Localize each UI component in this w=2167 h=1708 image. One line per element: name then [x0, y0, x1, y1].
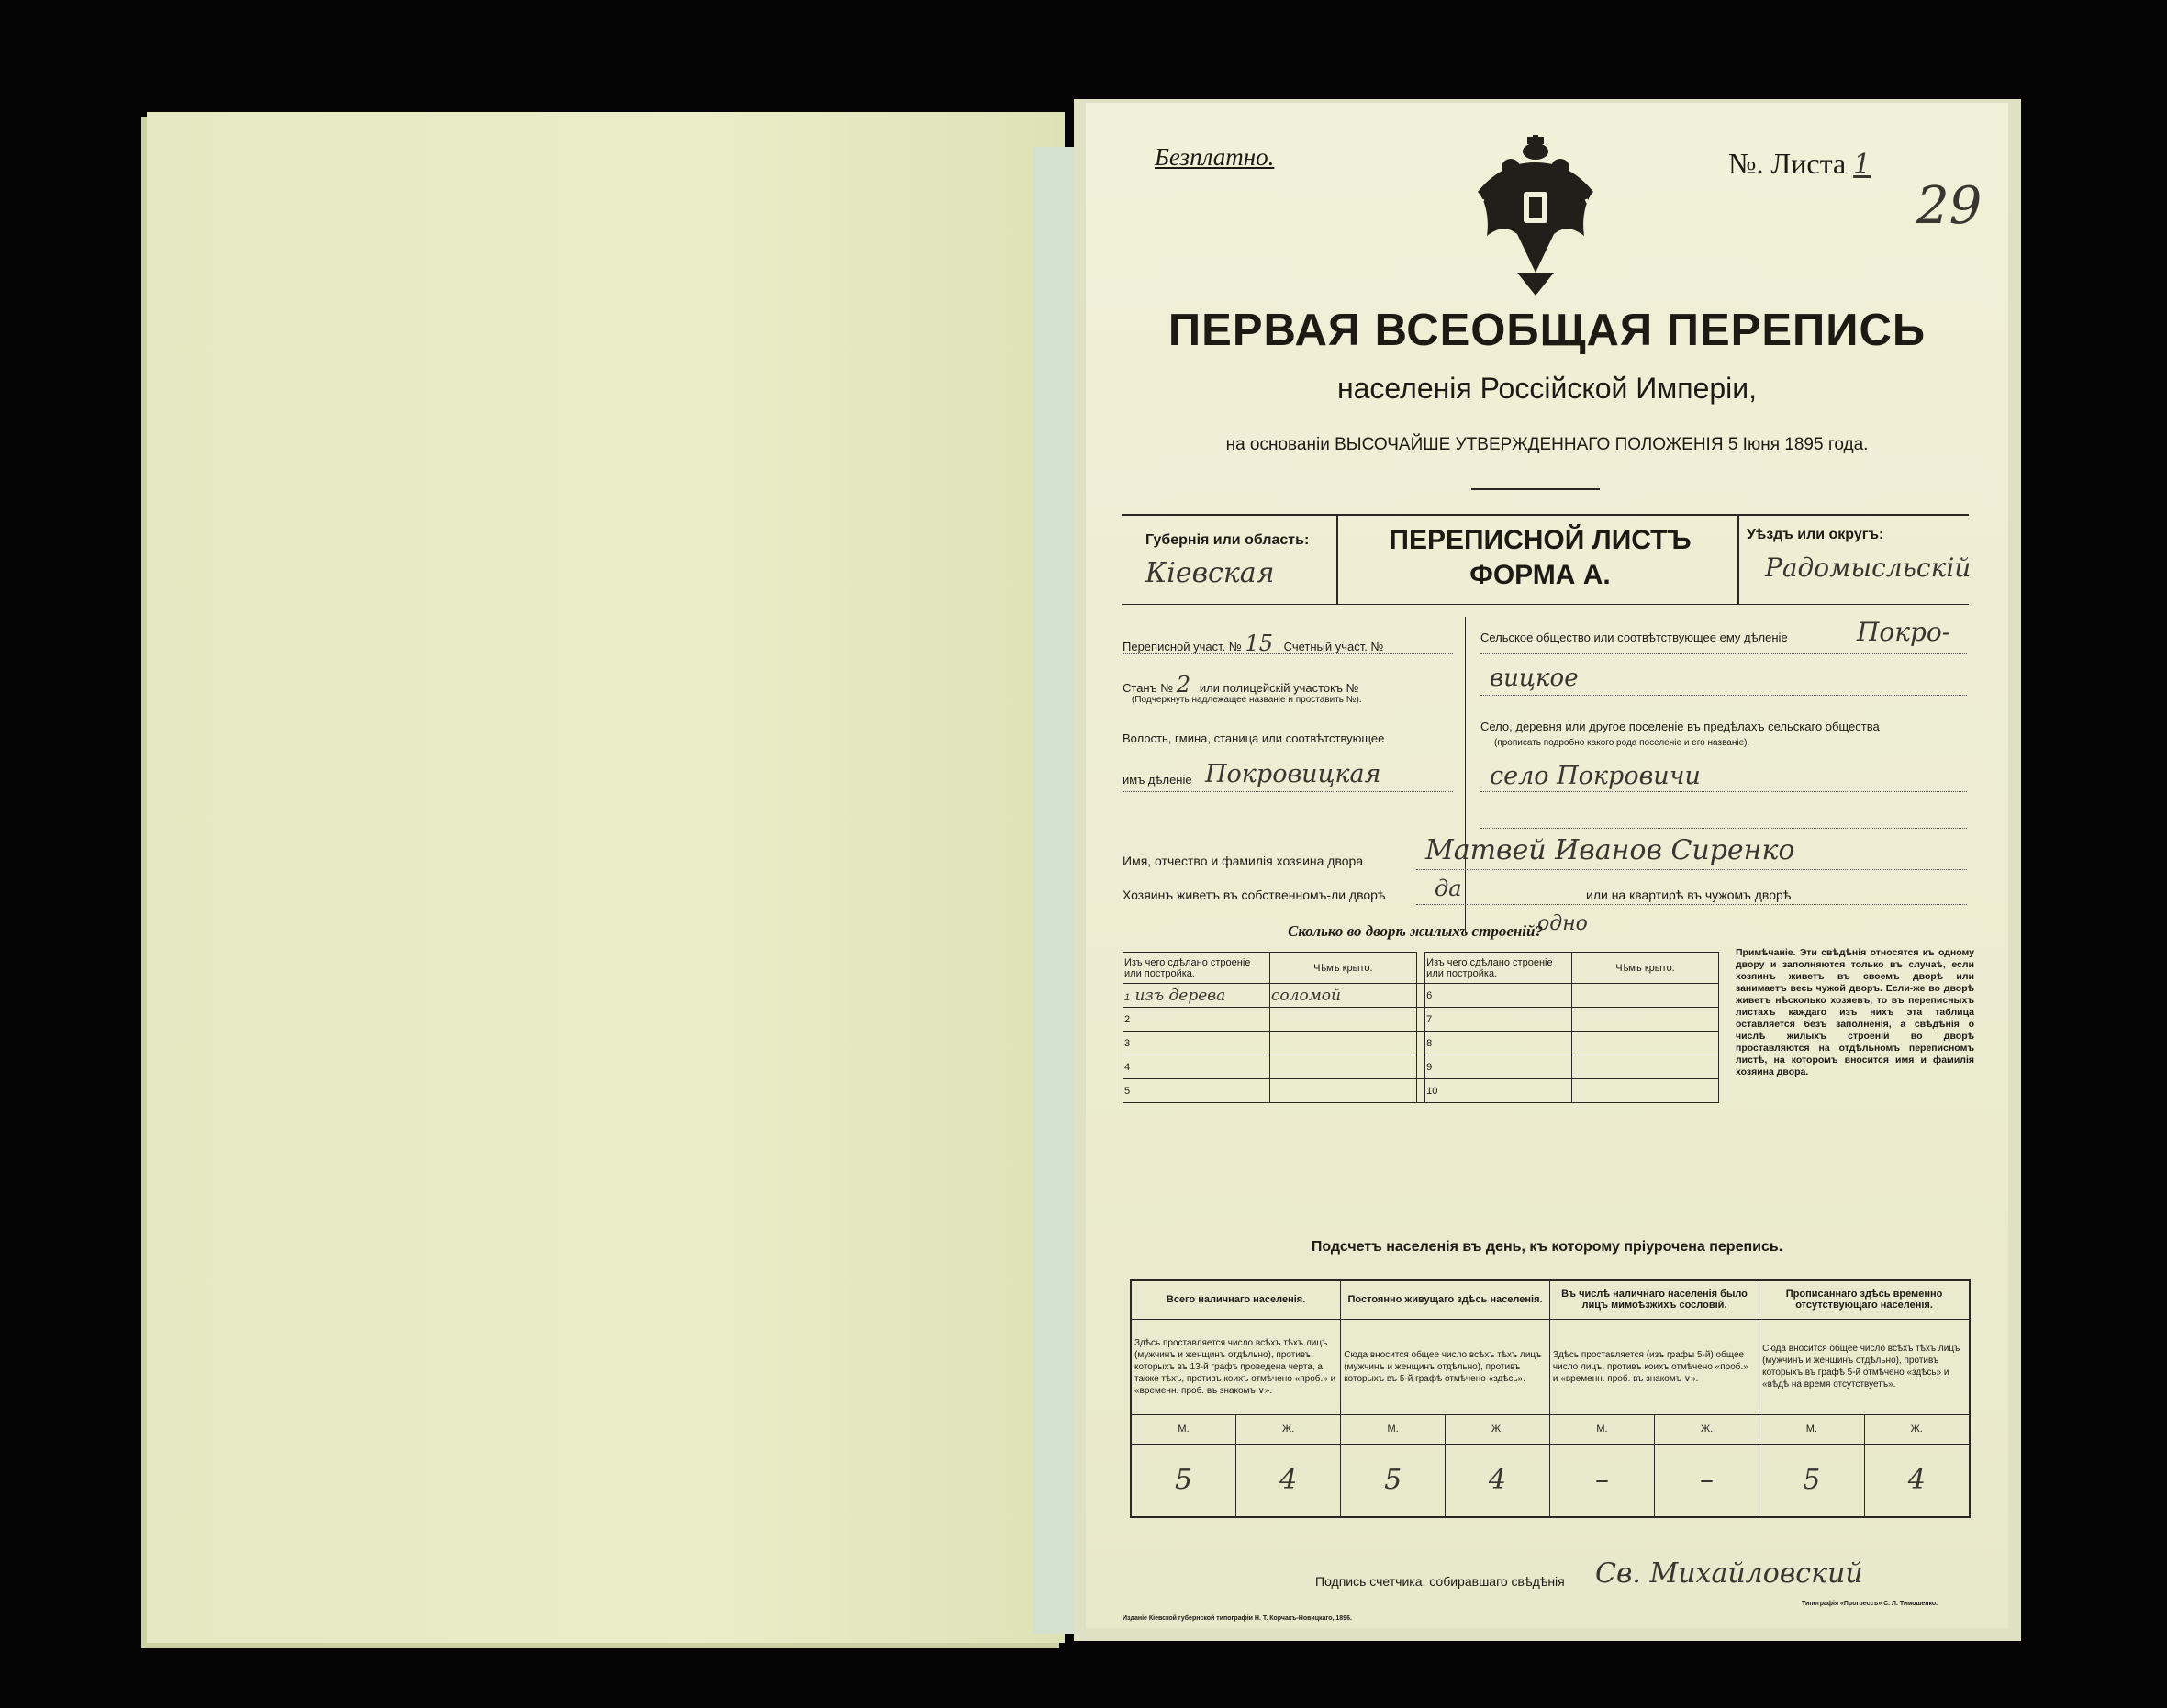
archive-number: 29: [1916, 176, 1983, 236]
police-note: (Подчеркнуть надлежащее названіе и проставить №).: [1132, 695, 1362, 705]
census-section-label: Переписной участ. №: [1123, 640, 1242, 653]
col-roof-right: Чѣмъ крыто.: [1572, 953, 1719, 984]
count-cell: –: [1655, 1444, 1759, 1517]
volost-label-1: Волость, гмина, станица или соотвѣтствующее: [1123, 731, 1385, 745]
village-value: село Покровичи: [1490, 762, 1701, 790]
owner-label: Имя, отчество и фамилія хозяина двора: [1123, 854, 1364, 868]
own-yard-label: Хозяинъ живетъ въ собственномъ-ли дворѣ: [1123, 887, 1386, 902]
count-cell: –: [1549, 1444, 1654, 1517]
sheet-title: ПЕРЕПИСНОЙ ЛИСТЪ: [1389, 525, 1692, 555]
col-permanent: Постоянно живущаго здѣсь населенія.: [1341, 1280, 1550, 1319]
volost-label-2: имъ дѣленіе: [1123, 773, 1192, 787]
counting-section-label: Счетный участ. №: [1283, 640, 1384, 653]
col-total-present: Всего наличнаго населенія.: [1131, 1280, 1341, 1319]
female-header: Ж.: [1655, 1414, 1759, 1444]
owner-value: Матвей Иванов Сиренко: [1425, 834, 1795, 866]
col-roof-left: Чѣмъ крыто.: [1269, 953, 1416, 984]
female-header: Ж.: [1236, 1414, 1341, 1444]
district-label: Уѣздъ или округъ:: [1747, 527, 1884, 542]
desc-permanent: Сюда вносится общее число всѣхъ тѣхъ лицъ (мужчинъ и женщинъ отдѣльно), противъ которыхъ въ 5-й графѣ отмѣчено «здѣсь».: [1341, 1319, 1550, 1414]
province-value: Кіевская: [1145, 557, 1275, 589]
col-material-left: Изъ чего сдѣлано строеніе или постройка.: [1123, 953, 1270, 984]
other-yard-label: или на квартирѣ въ чужомъ дворѣ: [1586, 887, 1792, 902]
form-name: ФОРМА А.: [1469, 560, 1611, 590]
table-row: 2 7: [1123, 1008, 1719, 1032]
village-note: (прописать подробно какого рода поселеніе и его названіе).: [1494, 738, 1750, 748]
district-value: Радомысльскій: [1765, 553, 1972, 583]
buildings-label: Сколько во дворѣ жилыхъ строеній?: [1288, 922, 1543, 940]
desc-absent: Сюда вносится общее число всѣхъ тѣхъ лицъ (мужчинъ и женщинъ отдѣльно), противъ которыхъ въ графѣ 5-й отмѣчено «здѣсь» и «вѣдѣ на время отсутствуетъ».: [1759, 1319, 1970, 1414]
table-row: 1 изъ дерева соломой 6: [1123, 984, 1719, 1008]
camp-value: 2: [1176, 672, 1191, 698]
population-table: [1130, 1279, 1971, 1518]
sheet-number-value: 1: [1853, 149, 1871, 181]
male-header: М.: [1549, 1414, 1654, 1444]
printer-credit: Изданіе Кіевской губернской типографіи Н. Т. Корчакъ-Новицкаго, 1896.: [1123, 1615, 1352, 1622]
police-label: или полицейскій участокъ №: [1199, 681, 1359, 695]
table-row: 3 8: [1123, 1032, 1719, 1055]
volost-value: Покровицкая: [1205, 760, 1381, 788]
count-cell: 5: [1759, 1444, 1864, 1517]
material-value: изъ дерева: [1134, 986, 1226, 1005]
society-label: Сельское общество или соотвѣтствующее ему дѣленіе: [1480, 631, 1788, 644]
buildings-table: [1123, 952, 1719, 1103]
count-cell: 5: [1131, 1444, 1236, 1517]
count-cell: 4: [1446, 1444, 1550, 1517]
male-header: М.: [1131, 1414, 1236, 1444]
subtitle: населенія Россійской Имперіи,: [1336, 372, 1758, 405]
table-note: Примѣчаніе. Эти свѣдѣнія относятся къ одному двору и заполняются только въ случаѣ, если хозяинъ живетъ въ своемъ дворѣ или занимаетъ весь чужой дворъ. Если-же во дворѣ живетъ нѣсколько хозяевъ, то въ переписныхъ листахъ каждаго изъ нихъ эта таблица оставляется безъ заполненія, а свѣдѣнія о числѣ жилыхъ строеній во дворѣ проставляются на отдѣльномъ переписномъ листѣ, на которомъ вносится имя и фамилія хозяина двора.: [1736, 947, 1974, 1077]
signature-label: Подпись счетчика, собиравшаго свѣдѣнія: [1315, 1574, 1565, 1589]
count-cell: 4: [1236, 1444, 1341, 1517]
census-form-page: [1086, 103, 2008, 1628]
buildings-value: одно: [1537, 912, 1588, 935]
main-title: ПЕРВАЯ ВСЕОБЩАЯ ПЕРЕПИСЬ: [1167, 306, 1927, 355]
free-label: Безплатно.: [1155, 143, 1275, 171]
male-header: М.: [1341, 1414, 1446, 1444]
village-label: Село, деревня или другое поселеніе въ предѣлахъ сельскаго общества: [1480, 720, 1880, 733]
male-header: М.: [1759, 1414, 1864, 1444]
society-value-1: Покро-: [1857, 617, 1951, 647]
double-headed-eagle-emblem: [1467, 135, 1604, 296]
roof-value: соломой: [1269, 984, 1416, 1008]
desc-total-present: Здѣсь проставляется число всѣхъ тѣхъ лицъ (мужчинъ и женщинъ отдѣльно), противъ которыхъ въ 13-й графѣ проведена черта, а также тѣхъ, противъ коихъ отмѣчено «проб.» и «временн. проб. въ знакомъ ∨».: [1131, 1319, 1341, 1414]
table-row: 4 9: [1123, 1055, 1719, 1079]
census-section-value: 15: [1245, 631, 1273, 656]
left-blank-page: [147, 112, 1065, 1643]
population-title: Подсчетъ населенія въ день, къ которому пріурочена перепись.: [1311, 1239, 1783, 1255]
female-header: Ж.: [1446, 1414, 1550, 1444]
col-transient: Въ числѣ наличнаго населенія было лицъ мимоѣзжихъ сословій.: [1549, 1280, 1759, 1319]
col-material-right: Изъ чего сдѣлано строеніе или постройка.: [1425, 953, 1572, 984]
count-cell: 5: [1341, 1444, 1446, 1517]
female-header: Ж.: [1864, 1414, 1970, 1444]
table-row: [1131, 1444, 1970, 1517]
desc-transient: Здѣсь проставляется (изъ графы 5-й) общее число лицъ, противъ коихъ отмѣчено «проб.» и «временн. проб. въ знакомъ ∨».: [1549, 1319, 1759, 1414]
typography-credit: Типографія «Прогрессъ» С. Л. Тимошенко.: [1802, 1601, 1938, 1607]
legal-basis: на основаніи ВЫСОЧАЙШЕ УТВЕРЖДЕННАГО ПОЛОЖЕНІЯ 5 Іюня 1895 года.: [1225, 435, 1869, 454]
own-yard-value: да: [1435, 876, 1462, 901]
ornament-divider: [1471, 488, 1600, 490]
sheet-number-label: №. Листа: [1728, 147, 1847, 180]
camp-label: Станъ №: [1123, 681, 1174, 695]
society-value-2: вицкое: [1490, 664, 1579, 692]
signature-value: Св. Михайловский: [1595, 1557, 1863, 1590]
province-label: Губернія или область:: [1145, 532, 1310, 548]
count-cell: 4: [1864, 1444, 1970, 1517]
col-absent: Прописаннаго здѣсь временно отсутствующаго населенія.: [1759, 1280, 1970, 1319]
table-row: 5 10: [1123, 1079, 1719, 1103]
